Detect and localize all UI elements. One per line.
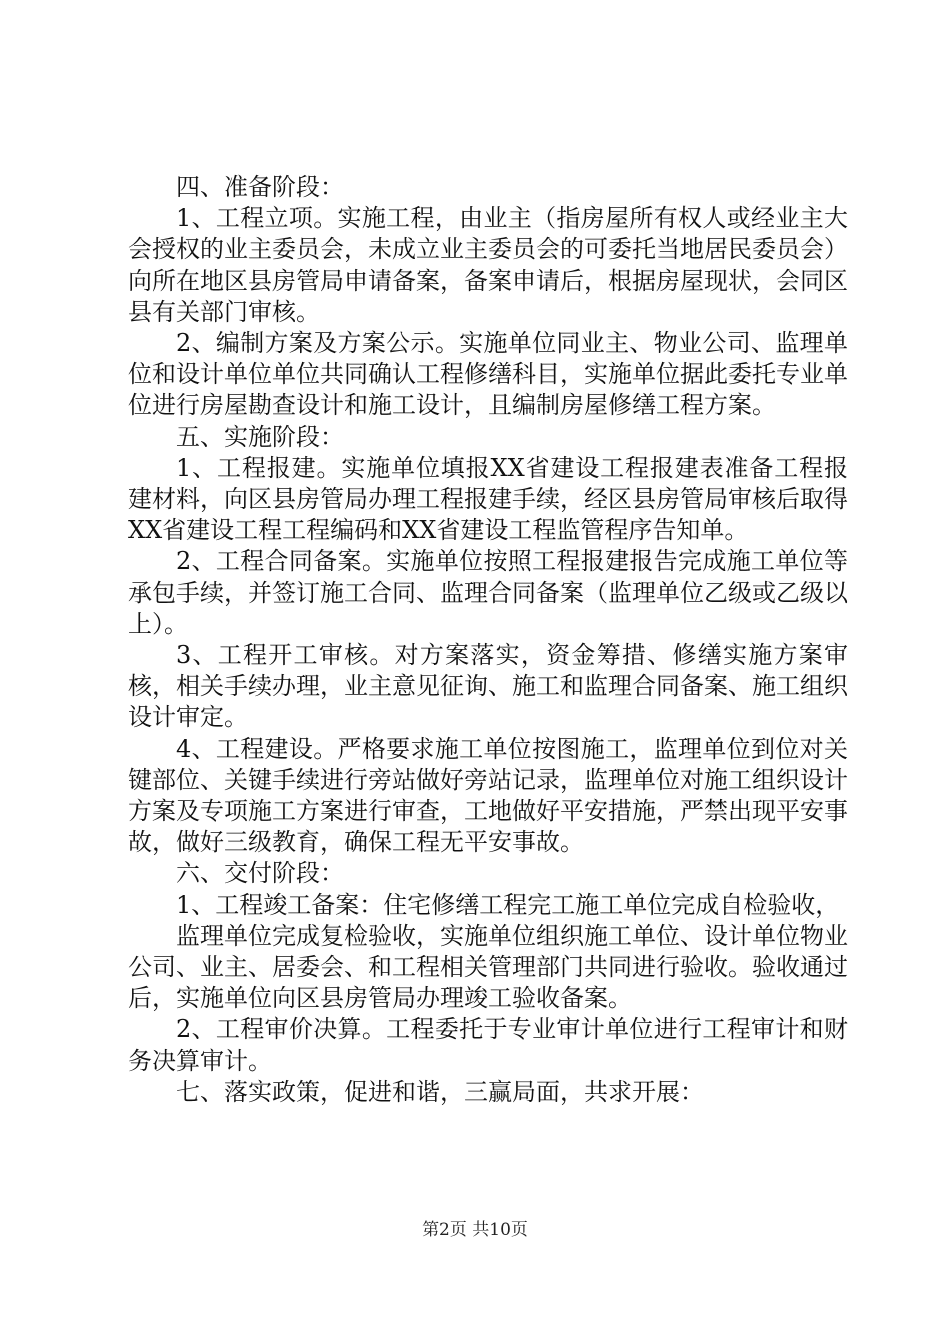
section-heading-implementation: 五、实施阶段： — [176, 422, 344, 451]
paragraph-contract-filing: 2、工程合同备案。实施单位按照工程报建报告完成施工单位等承包手续，并签订施工合同、监理合同备案（监理单位乙级或乙级以上）。 — [128, 547, 848, 638]
section-heading-delivery: 六、交付阶段： — [176, 859, 344, 888]
section-heading-policy: 七、落实政策，促进和谐，三赢局面，共求开展： — [176, 1077, 704, 1106]
paragraph-commencement-review: 3、工程开工审核。对方案落实，资金筹措、修缮实施方案审核，相关手续办理，业主意见征询、施工和监理合同备案、施工组织设计审定。 — [128, 641, 848, 732]
paragraph-settlement-audit: 2、工程审价决算。工程委托于专业审计单位进行工程审计和财务决算审计。 — [128, 1015, 848, 1075]
paragraph-plan-publicity: 2、编制方案及方案公示。实施单位同业主、物业公司、监理单位和设计单位单位共同确认工程修缮科目，实施单位据此委托专业单位进行房屋勘查设计和施工设计，且编制房屋修缮工程方案。 — [128, 329, 848, 420]
page-number-footer: 第2页 共10页 — [422, 1220, 528, 1240]
paragraph-construction: 4、工程建设。严格要求施工单位按图施工，监理单位到位对关键部位、关键手续进行旁站做好旁站记录，监理单位对施工组织设计方案及专项施工方案进行审查，工地做好平安措施，严禁出现平安事故，做好三级教育，确保工程无平安事故。 — [128, 734, 848, 857]
document-body — [128, 172, 848, 1108]
paragraph-project-registration: 1、工程报建。实施单位填报XX省建设工程报建表准备工程报建材料，向区县房管局办理工程报建手续，经区县房管局审核后取得XX省建设工程工程编码和XX省建设工程监管程序告知单。 — [128, 453, 848, 545]
paragraph-completion-filing: 1、工程竣工备案：住宅修缮工程完工施工单位完成自检验收， — [176, 890, 840, 919]
paragraph-completion-acceptance: 监理单位完成复检验收，实施单位组织施工单位、设计单位物业公司、业主、居委会、和工程相关管理部门共同进行验收。验收通过后，实施单位向区县房管局办理竣工验收备案。 — [128, 921, 848, 1013]
paragraph-project-approval: 1、工程立项。实施工程，由业主（指房屋所有权人或经业主大会授权的业主委员会，未成立业主委员会的可委托当地居民委员会）向所在地区县房管局申请备案，备案申请后，根据房屋现状，会同区县有关部门审核。 — [128, 204, 848, 326]
section-heading-preparation: 四、准备阶段： — [176, 173, 344, 201]
